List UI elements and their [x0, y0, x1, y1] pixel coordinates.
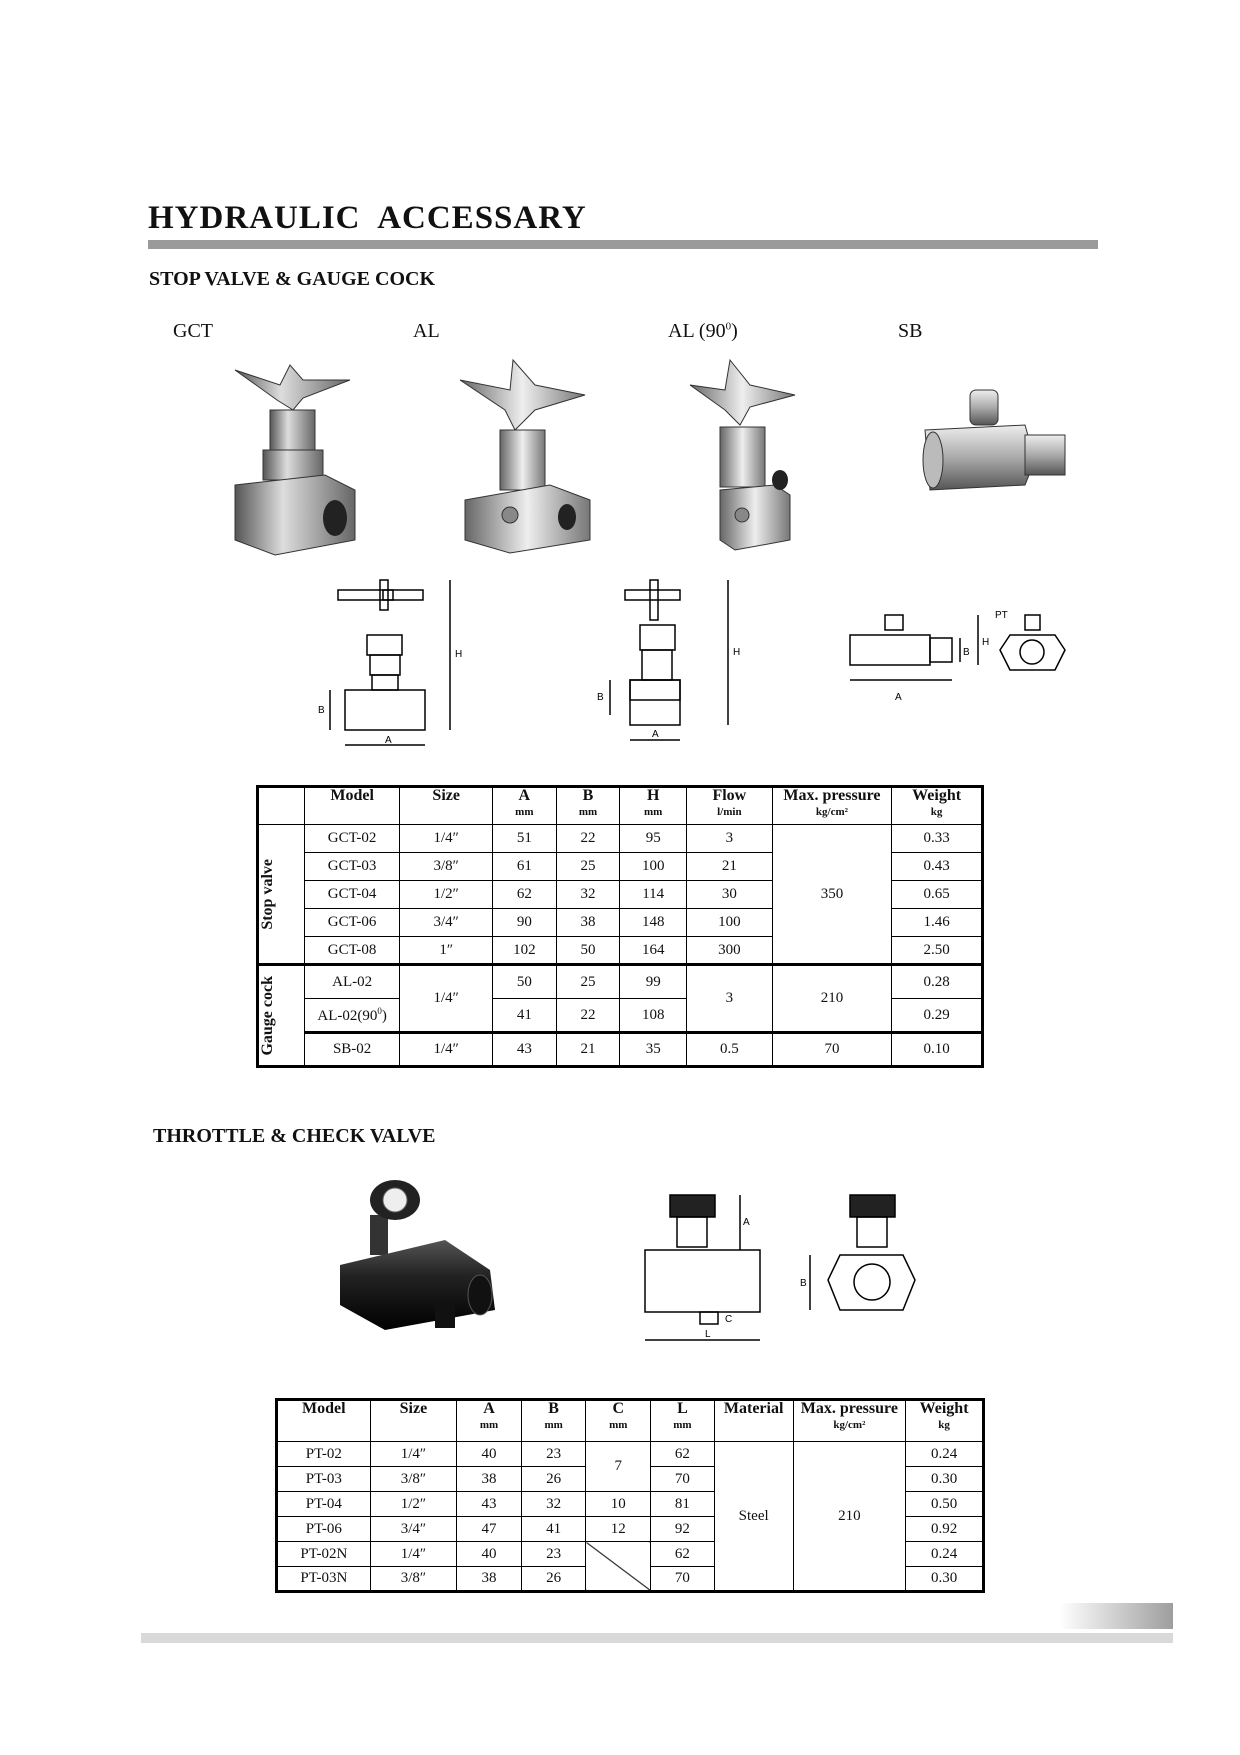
- table-cell: 23: [521, 1442, 586, 1467]
- table-cell: [258, 825, 305, 965]
- table-cell: 99: [620, 965, 687, 999]
- table-header-row: [258, 787, 983, 825]
- table-row: [258, 1033, 983, 1067]
- table-cell: 0.29: [892, 999, 983, 1033]
- table-header-row: [277, 1400, 984, 1442]
- col-flow: Flow l/min: [687, 787, 773, 825]
- table-cell: 41: [492, 999, 556, 1033]
- throttle-dim-a: A: [743, 1217, 750, 1228]
- table-cell: 300: [687, 937, 773, 965]
- throttle-dim-b: B: [800, 1278, 807, 1289]
- table-cell: 26: [521, 1567, 586, 1592]
- sb-dim-pt: PT: [995, 610, 1008, 621]
- table-cell: 0.5: [687, 1033, 773, 1067]
- table-cell: 40: [457, 1442, 522, 1467]
- col-model: Model: [304, 787, 400, 825]
- table-cell: 1/2″: [370, 1492, 457, 1517]
- table-cell: PT-03: [277, 1467, 371, 1492]
- table-cell: 0.10: [892, 1033, 983, 1067]
- table-cell: PT-04: [277, 1492, 371, 1517]
- table-cell: 108: [620, 999, 687, 1033]
- table-cell: 25: [556, 965, 620, 999]
- table-cell: $AL-02(90^0)$: [304, 999, 400, 1033]
- table-cell: 3/8″: [370, 1467, 457, 1492]
- table-cell: GCT-06: [304, 909, 400, 937]
- table-cell: 41: [521, 1517, 586, 1542]
- table-cell: 1″: [400, 937, 493, 965]
- label-sb: SB: [898, 320, 923, 342]
- table-cell: 47: [457, 1517, 522, 1542]
- table-row: [258, 825, 983, 853]
- gauge-flow: 3: [687, 965, 773, 1033]
- al-dim-b: B: [597, 692, 604, 703]
- table-cell: PT-02N: [277, 1542, 371, 1567]
- col-size: Size: [370, 1400, 457, 1442]
- table-cell: 40: [457, 1542, 522, 1567]
- table-cell: GCT-03: [304, 853, 400, 881]
- footer-bar: [141, 1633, 1173, 1643]
- table-cell: 38: [556, 909, 620, 937]
- table-cell: 100: [687, 909, 773, 937]
- throttle-dim-c: C: [725, 1314, 733, 1325]
- table-cell: 1/4″: [400, 825, 493, 853]
- table-cell: 70: [651, 1467, 715, 1492]
- table-cell: PT-06: [277, 1517, 371, 1542]
- table-cell: 0.30: [906, 1567, 984, 1592]
- table-cell: 1.46: [892, 909, 983, 937]
- table-cell: 22: [556, 999, 620, 1033]
- col-weight: Weight kg: [906, 1400, 984, 1442]
- table-cell: 21: [687, 853, 773, 881]
- col-b: B mm: [521, 1400, 586, 1442]
- table-cell: 3/8″: [370, 1567, 457, 1592]
- throttle-dimension-drawing: [625, 1190, 945, 1355]
- c-shared: 7: [586, 1442, 651, 1492]
- table-cell: 3/4″: [400, 909, 493, 937]
- table-cell: 0.92: [906, 1517, 984, 1542]
- table-cell: 100: [620, 853, 687, 881]
- table-cell: 92: [651, 1517, 715, 1542]
- table-cell: 0.43: [892, 853, 983, 881]
- gct-dim-a: A: [385, 735, 392, 746]
- sb-dimension-drawing: [840, 610, 1080, 715]
- table-cell: [258, 965, 305, 1067]
- group-gauge-cock: Gauge cock: [259, 975, 276, 1056]
- table-cell: 51: [492, 825, 556, 853]
- table-cell: 50: [556, 937, 620, 965]
- table-cell: 25: [556, 853, 620, 881]
- sb-dim-h: H: [982, 637, 990, 648]
- stop-pressure: 350: [772, 825, 892, 965]
- footer-gradient: [1060, 1603, 1173, 1629]
- col-material: Material: [714, 1400, 793, 1442]
- table-cell: 1/2″: [400, 881, 493, 909]
- table-cell: 38: [457, 1467, 522, 1492]
- section-title-throttle: THROTTLE & CHECK VALVE: [153, 1125, 436, 1147]
- pressure: 210: [793, 1442, 906, 1592]
- table-cell: 62: [651, 1442, 715, 1467]
- col-maxp: Max. pressure kg/cm²: [772, 787, 892, 825]
- table-cell: 43: [492, 1033, 556, 1067]
- table-cell: 3/8″: [400, 853, 493, 881]
- table-cell: 23: [521, 1542, 586, 1567]
- table-cell: 70: [772, 1033, 892, 1067]
- gauge-size: 1/4″: [400, 965, 493, 1033]
- col-h: H mm: [620, 787, 687, 825]
- table-cell: 32: [556, 881, 620, 909]
- col-weight: Weight kg: [892, 787, 983, 825]
- col-maxp: Max. pressure kg/cm²: [793, 1400, 906, 1442]
- throttle-valve-photo: [325, 1180, 525, 1340]
- table-cell: 1/4″: [370, 1442, 457, 1467]
- page-title: HYDRAULIC ACCESSARY: [148, 200, 587, 236]
- al90-valve-photo: [680, 355, 800, 555]
- table-row: [258, 965, 983, 999]
- gct-dim-b: B: [318, 705, 325, 716]
- table-cell: 35: [620, 1033, 687, 1067]
- table-cell: 164: [620, 937, 687, 965]
- col-l: L mm: [651, 1400, 715, 1442]
- stop-valve-table: [256, 785, 984, 1068]
- table-cell: 50: [492, 965, 556, 999]
- table-cell: 32: [521, 1492, 586, 1517]
- table-cell: 22: [556, 825, 620, 853]
- col-b: B mm: [556, 787, 620, 825]
- table-cell: GCT-04: [304, 881, 400, 909]
- al-dim-a: A: [652, 729, 659, 740]
- table-cell: PT-03N: [277, 1567, 371, 1592]
- table-cell: [258, 787, 305, 825]
- table-cell: 70: [651, 1567, 715, 1592]
- table-cell: 102: [492, 937, 556, 965]
- col-c: C mm: [586, 1400, 651, 1442]
- col-model: Model: [277, 1400, 371, 1442]
- table-cell: 0.24: [906, 1542, 984, 1567]
- table-cell: 95: [620, 825, 687, 853]
- table-cell: 21: [556, 1033, 620, 1067]
- table-cell: 90: [492, 909, 556, 937]
- al-dimension-drawing: [590, 575, 740, 755]
- throttle-valve-table: [275, 1398, 985, 1593]
- label-al: AL: [413, 320, 440, 342]
- table-cell: 148: [620, 909, 687, 937]
- table-cell: 1/4″: [400, 1033, 493, 1067]
- table-cell: GCT-08: [304, 937, 400, 965]
- col-a: A mm: [457, 1400, 522, 1442]
- table-cell: 0.65: [892, 881, 983, 909]
- table-cell: 43: [457, 1492, 522, 1517]
- table-cell: GCT-02: [304, 825, 400, 853]
- throttle-dim-l: L: [705, 1329, 711, 1340]
- material: Steel: [714, 1442, 793, 1592]
- label-al90: AL $(90^0)$: [668, 320, 738, 342]
- title-divider: [148, 240, 1098, 249]
- table-cell: 0.28: [892, 965, 983, 999]
- table-cell: AL-02: [304, 965, 400, 999]
- al-valve-photo: [455, 355, 595, 555]
- table-cell: SB-02: [304, 1033, 400, 1067]
- table-cell: 1/4″: [370, 1542, 457, 1567]
- table-cell: 26: [521, 1467, 586, 1492]
- gauge-pressure: 210: [772, 965, 892, 1033]
- table-row: [277, 1442, 984, 1467]
- table-cell: 2.50: [892, 937, 983, 965]
- table-cell: 3/4″: [370, 1517, 457, 1542]
- group-stop-valve: Stop valve: [259, 858, 276, 930]
- gct-valve-photo: [215, 350, 370, 565]
- table-cell: 62: [651, 1542, 715, 1567]
- gct-dim-h: H: [455, 649, 463, 660]
- table-cell: 61: [492, 853, 556, 881]
- c-na-cell: [586, 1542, 651, 1592]
- section-title-stop-valve: STOP VALVE & GAUGE COCK: [149, 268, 436, 290]
- sb-valve-photo: [915, 385, 1075, 520]
- table-cell: 81: [651, 1492, 715, 1517]
- table-cell: 12: [586, 1517, 651, 1542]
- table-cell: 0.50: [906, 1492, 984, 1517]
- col-a: A mm: [492, 787, 556, 825]
- col-size: Size: [400, 787, 493, 825]
- table-cell: 30: [687, 881, 773, 909]
- table-cell: PT-02: [277, 1442, 371, 1467]
- gct-dimension-drawing: [310, 575, 470, 755]
- sb-dim-b: B: [963, 647, 970, 658]
- table-cell: 0.24: [906, 1442, 984, 1467]
- table-cell: 10: [586, 1492, 651, 1517]
- table-cell: 38: [457, 1567, 522, 1592]
- sb-dim-a: A: [895, 692, 902, 703]
- al-dim-h: H: [733, 647, 740, 658]
- table-cell: 0.33: [892, 825, 983, 853]
- table-cell: 3: [687, 825, 773, 853]
- label-gct: GCT: [173, 320, 213, 342]
- table-cell: 114: [620, 881, 687, 909]
- table-cell: 62: [492, 881, 556, 909]
- table-cell: 0.30: [906, 1467, 984, 1492]
